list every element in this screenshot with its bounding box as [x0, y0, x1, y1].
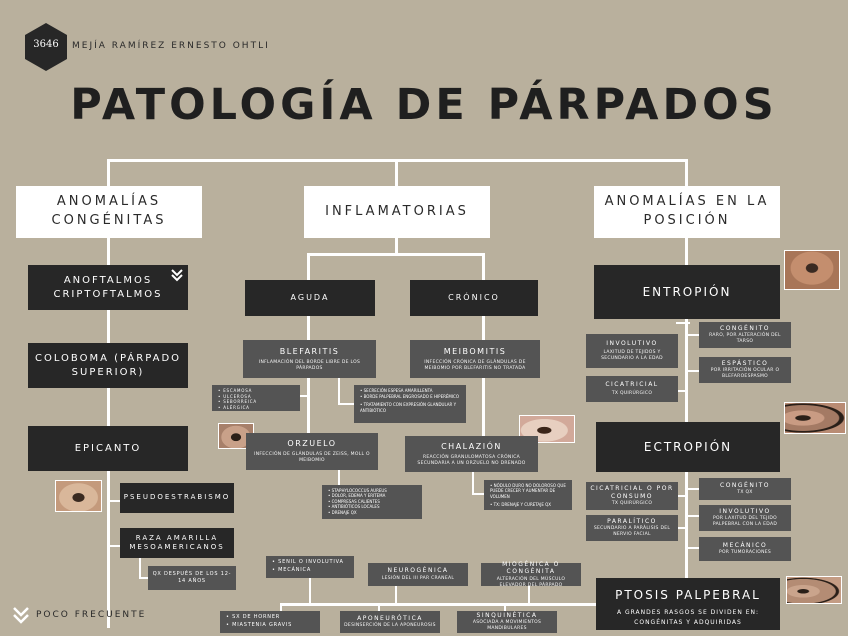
involutivo1-desc: LAXITUD DE TEJIDOS Y SECUNDARIO A LA EDAD	[601, 350, 663, 362]
list-item: • SENIL O INVOLUTIVA	[272, 559, 344, 565]
congenito2-desc: TX QX	[737, 490, 753, 496]
blefaritis-title: BLEFARITIS	[279, 346, 340, 356]
senil-list	[266, 556, 354, 578]
involutivo2-box	[699, 505, 791, 531]
cicatricial1-title: CICATRICIAL	[605, 380, 659, 388]
list-item: • MECÁNICA	[272, 566, 312, 573]
list-item: • DOLOR, EDEMA Y ERITEMA	[328, 493, 386, 499]
anoftalmos-label: ANOFTALMOS CRIPTOFTALMOS	[53, 275, 163, 300]
entropion-box: ENTROPIÓN	[594, 265, 780, 319]
blefaritis-box	[243, 340, 376, 378]
meibomitis-list	[354, 385, 466, 423]
list-item: • TRATAMIENTO CON EXPRESIÓN GLANDULAR Y ANTIBIÓTICO	[360, 402, 457, 413]
cicatricial2-desc: TX QUIRÚRGICO	[611, 501, 653, 507]
involutivo1-box	[586, 334, 678, 368]
raza-box: RAZA AMARILLA MESOAMERICANOS	[120, 528, 234, 558]
chalazion-title: CHALAZIÓN	[441, 441, 502, 451]
espastico-box	[699, 357, 791, 383]
meibomitis-desc: INFECCIÓN CRÓNICA DE GLÁNDULAS DE MEIBOMIO POR BLEFARITIS NO TRATADA	[424, 359, 526, 371]
congenito1-box	[699, 322, 791, 348]
involutivo1-title: INVOLUTIVO	[606, 339, 658, 347]
cicatricial1-desc: TX QUIRÚRGICO	[611, 391, 653, 397]
miogenica-desc: ALTERACIÓN DEL MÚSCULO ELEVADOR DEL PÁRPADO	[496, 576, 566, 588]
aponeurotica-desc: DESINSERCIÓN DE LA APONEUROSIS	[344, 623, 436, 629]
list-item: • SECRECIÓN ESPESA AMARILLENTA	[360, 388, 433, 393]
ptosis-desc: A GRANDES RASGOS SE DIVIDEN EN: CONGÉNITAS Y ADQUIRIDAS	[616, 609, 760, 627]
double-chevron-icon	[170, 267, 184, 281]
neurogenica-box	[368, 563, 468, 586]
coloboma-box: COLOBOMA (PÁRPADO SUPERIOR)	[28, 343, 188, 388]
orzuelo-box	[246, 433, 378, 470]
list-item: • ANTIBIÓTICOS LOCALES	[328, 504, 380, 510]
cicatricial2-box	[586, 482, 678, 510]
category-congenitas: ANOMALÍAS CONGÉNITAS	[16, 186, 202, 238]
eye-photo-ptosis	[786, 576, 842, 604]
pseudoestrabismo-box: PSEUDOESTRABISMO	[120, 483, 234, 513]
logo	[25, 23, 67, 71]
miogenica-box	[481, 560, 581, 588]
author-name: MEJÍA RAMÍREZ ERNESTO OHTLI	[72, 41, 270, 51]
mecanico-box	[699, 537, 791, 561]
orzuelo-desc: INFECCIÓN DE GLÁNDULAS DE ZEISS, MOLL O MEIBOMIO	[254, 452, 370, 463]
legend-chevron-icon	[12, 606, 30, 624]
horner-list	[220, 611, 320, 633]
espastico-desc: POR IRRITACIÓN OCULAR O BLEFAROESPASMO	[710, 368, 780, 380]
anos-box: QX DESPUÉS DE LOS 12-14 AÑOS	[148, 566, 236, 590]
legend-label: POCO FRECUENTE	[36, 610, 147, 620]
meibomitis-title: MEIBOMITIS	[443, 346, 507, 356]
mecanico-title: MECÁNICO	[722, 541, 768, 549]
cicatricial1-box	[586, 376, 678, 402]
chalazion-box	[405, 436, 538, 472]
involutivo2-desc: POR LAXITUD DEL TEJIDO PALPEBRAL CON LA EDAD	[712, 516, 778, 528]
paralitico-title: PARALÍTICO	[607, 517, 657, 525]
miogenica-title: MIOGÉNICA O CONGÉNITA	[502, 560, 560, 576]
blefaritis-list	[212, 385, 300, 411]
list-item: • BORDE PALPEBRAL ENGROSADO E HIPERÉMICO	[360, 393, 459, 399]
list-item: • COMPRESAS CALIENTES	[328, 498, 380, 504]
mecanico-desc: POR TUMORACIONES	[718, 550, 772, 556]
orzuelo-title: ORZUELO	[287, 439, 337, 449]
paralitico-box	[586, 515, 678, 541]
blefaritis-desc: INFLAMACIÓN DEL BORDE LIBRE DE LOS PÁRPADOS	[258, 359, 361, 371]
neurogenica-desc: LESIÓN DEL III PAR CRANEAL	[381, 575, 455, 581]
list-item: • MIASTENIA GRAVIS	[226, 621, 293, 628]
involutivo2-title: INVOLUTIVO	[719, 507, 771, 515]
eye-photo-ectropion	[784, 402, 846, 434]
sinquinetica-desc: ASOCIADA A MOVIMIENTOS MANDIBULARES	[472, 620, 542, 632]
aponeurotica-box	[340, 611, 440, 633]
sinquinetica-title: SINQUINÉTICA	[476, 611, 538, 619]
neurogenica-title: NEUROGÉNICA	[387, 567, 449, 575]
eye-photo-epicanto	[55, 480, 102, 512]
list-item: • ESCAMOSA	[218, 388, 253, 393]
congenito2-box	[699, 478, 791, 500]
list-item: • SEBORREICA	[218, 399, 257, 405]
cronico-box: CRÓNICO	[410, 280, 538, 316]
list-item: • SX DE HORNER	[226, 614, 281, 620]
list-item: • STAPHYLOCOCCUS AUREUS	[328, 488, 387, 493]
list-item: • DRENAJE QX	[328, 509, 357, 515]
congenito2-title: CONGÉNITO	[720, 481, 770, 489]
logo-text: 3646	[33, 39, 59, 50]
aponeurotica-title: APONEURÓTICA	[357, 614, 423, 622]
cicatricial2-title: CICATRICIAL O POR CONSUMO	[590, 485, 674, 500]
list-item: • NÓDULO DURO NO DOLOROSO QUE PUEDE CRECER Y AUMENTAR DE VOLUMEN	[490, 483, 566, 499]
ptosis-title: PTOSIS PALPEBRAL	[615, 588, 761, 602]
chalazion-list	[484, 480, 572, 510]
sinquinetica-box	[457, 611, 557, 633]
paralitico-desc: SECUNDARIO A PARÁLISIS DEL NERVIO FACIAL	[593, 526, 671, 538]
espastico-title: ESPÁSTICO	[721, 359, 769, 367]
aguda-box: AGUDA	[245, 280, 375, 316]
list-item: • TX: DRENAJE Y CURETAJE QX	[490, 502, 552, 508]
orzuelo-list	[322, 485, 422, 519]
anoftalmos-box	[28, 265, 188, 310]
list-item: • ALÉRGICA	[218, 404, 250, 410]
ptosis-box	[596, 578, 780, 630]
congenito1-title: CONGÉNITO	[720, 324, 770, 332]
page-title: PATOLOGÍA DE PÁRPADOS	[70, 80, 778, 130]
category-inflamatorias: INFLAMATORIAS	[304, 186, 490, 238]
meibomitis-box	[410, 340, 540, 378]
ectropion-box: ECTROPIÓN	[596, 422, 780, 472]
category-posicion: ANOMALÍAS EN LA POSICIÓN	[594, 186, 780, 238]
epicanto-box: EPICANTO	[28, 426, 188, 471]
list-item: • ULCEROSA	[218, 393, 252, 399]
congenito1-desc: RARO, POR ALTERACIÓN DEL TARSO	[709, 333, 781, 345]
eye-photo-entropion	[784, 250, 840, 290]
chalazion-desc: REACCIÓN GRANULOMATOSA CRÓNICA SECUNDARIA A UN ORZUELO NO DRENADO	[417, 454, 526, 466]
